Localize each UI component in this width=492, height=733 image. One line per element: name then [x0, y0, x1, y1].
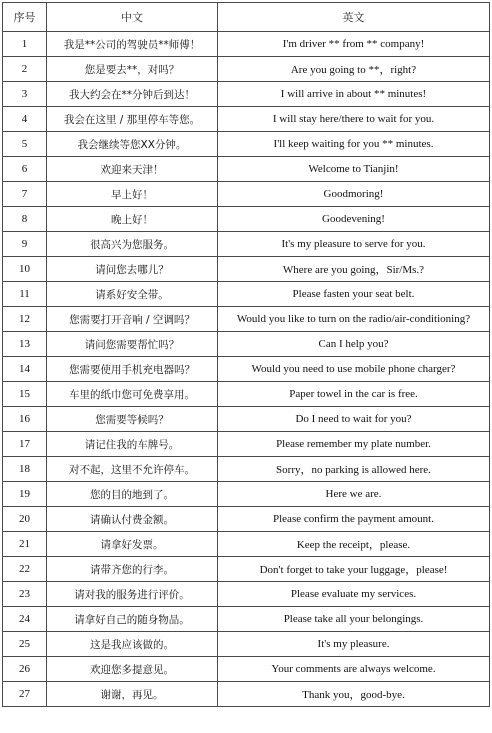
table-row [3, 332, 490, 357]
row-number-cell: 4 [3, 107, 47, 132]
row-number-cell: 8 [3, 207, 47, 232]
table-row [3, 282, 490, 307]
row-number-cell: 23 [3, 582, 47, 607]
table-row [3, 232, 490, 257]
table-row [3, 632, 490, 657]
english-phrase-cell: Thank you，good-bye. [218, 682, 490, 707]
row-number-cell: 13 [3, 332, 47, 357]
english-phrase-cell: Please remember my plate number. [218, 432, 490, 457]
row-number-cell: 14 [3, 357, 47, 382]
row-number-cell: 10 [3, 257, 47, 282]
row-number-cell: 20 [3, 507, 47, 532]
chinese-phrase-cell: 请记住我的车牌号。 [47, 432, 218, 457]
english-phrase-cell: Please evaluate my services. [218, 582, 490, 607]
english-phrase-cell: Goodmoring! [218, 182, 490, 207]
row-number-cell: 15 [3, 382, 47, 407]
header-number: 序号 [3, 3, 47, 32]
english-phrase-cell: I will stay here/there to wait for you. [218, 107, 490, 132]
chinese-phrase-cell: 我会继续等您XX分钟。 [47, 132, 218, 157]
chinese-phrase-cell: 请带齐您的行李。 [47, 557, 218, 582]
row-number-cell: 16 [3, 407, 47, 432]
chinese-phrase-cell: 您需要打开音响 / 空调吗？ [47, 307, 218, 332]
english-phrase-cell: Please fasten your seat belt. [218, 282, 490, 307]
chinese-phrase-cell: 请确认付费金额。 [47, 507, 218, 532]
table-row [3, 32, 490, 57]
table-row [3, 457, 490, 482]
row-number-cell: 6 [3, 157, 47, 182]
chinese-phrase-cell: 欢迎您多提意见。 [47, 657, 218, 682]
english-phrase-cell: Are you going to **，right? [218, 57, 490, 82]
row-number-cell: 11 [3, 282, 47, 307]
table-row [3, 607, 490, 632]
english-phrase-cell: Here we are. [218, 482, 490, 507]
english-phrase-cell: It's my pleasure to serve for you. [218, 232, 490, 257]
english-phrase-cell: Your comments are always welcome. [218, 657, 490, 682]
row-number-cell: 26 [3, 657, 47, 682]
english-phrase-cell: Don't forget to take your luggage，please! [218, 557, 490, 582]
row-number-cell: 1 [3, 32, 47, 57]
chinese-phrase-cell: 您需要使用手机充电器吗？ [47, 357, 218, 382]
english-phrase-cell: Paper towel in the car is free. [218, 382, 490, 407]
row-number-cell: 22 [3, 557, 47, 582]
chinese-phrase-cell: 谢谢，再见。 [47, 682, 218, 707]
table-row [3, 132, 490, 157]
chinese-phrase-cell: 请拿好自己的随身物品。 [47, 607, 218, 632]
table-row [3, 657, 490, 682]
chinese-phrase-cell: 欢迎来天津！ [47, 157, 218, 182]
english-phrase-cell: Would you like to turn on the radio/air-conditioning? [218, 307, 490, 332]
row-number-cell: 21 [3, 532, 47, 557]
row-number-cell: 19 [3, 482, 47, 507]
table-row [3, 157, 490, 182]
chinese-phrase-cell: 早上好！ [47, 182, 218, 207]
chinese-phrase-cell: 这是我应该做的。 [47, 632, 218, 657]
row-number-cell: 3 [3, 82, 47, 107]
header-row [3, 3, 490, 32]
table-row [3, 207, 490, 232]
table-row [3, 82, 490, 107]
chinese-phrase-cell: 您需要等候吗？ [47, 407, 218, 432]
table-row [3, 357, 490, 382]
english-phrase-cell: Do I need to wait for you? [218, 407, 490, 432]
chinese-phrase-cell: 车里的纸巾您可免费享用。 [47, 382, 218, 407]
english-phrase-cell: Where are you going，Sir/Ms.? [218, 257, 490, 282]
row-number-cell: 27 [3, 682, 47, 707]
english-phrase-cell: Please confirm the payment amount. [218, 507, 490, 532]
chinese-phrase-cell: 我是**公司的驾驶员**师傅！ [47, 32, 218, 57]
chinese-phrase-cell: 您是要去**，对吗？ [47, 57, 218, 82]
phrase-table [2, 2, 490, 707]
table-row [3, 432, 490, 457]
chinese-phrase-cell: 很高兴为您服务。 [47, 232, 218, 257]
table-row [3, 257, 490, 282]
english-phrase-cell: Sorry，no parking is allowed here. [218, 457, 490, 482]
chinese-phrase-cell: 请问您去哪儿？ [47, 257, 218, 282]
english-phrase-cell: Keep the receipt，please. [218, 532, 490, 557]
row-number-cell: 2 [3, 57, 47, 82]
table-row [3, 557, 490, 582]
header-chinese: 中文 [47, 3, 218, 32]
chinese-phrase-cell: 请拿好发票。 [47, 532, 218, 557]
english-phrase-cell: I will arrive in about ** minutes! [218, 82, 490, 107]
chinese-phrase-cell: 我会在这里 / 那里停车等您。 [47, 107, 218, 132]
row-number-cell: 5 [3, 132, 47, 157]
row-number-cell: 17 [3, 432, 47, 457]
table-body [3, 32, 490, 707]
chinese-phrase-cell: 我大约会在**分钟后到达！ [47, 82, 218, 107]
table-row [3, 482, 490, 507]
row-number-cell: 25 [3, 632, 47, 657]
table-row [3, 407, 490, 432]
table-row [3, 57, 490, 82]
chinese-phrase-cell: 对不起，这里不允许停车。 [47, 457, 218, 482]
chinese-phrase-cell: 请对我的服务进行评价。 [47, 582, 218, 607]
english-phrase-cell: Welcome to Tianjin! [218, 157, 490, 182]
chinese-phrase-cell: 请问您需要帮忙吗？ [47, 332, 218, 357]
row-number-cell: 7 [3, 182, 47, 207]
table-row [3, 682, 490, 707]
english-phrase-cell: Can I help you? [218, 332, 490, 357]
row-number-cell: 12 [3, 307, 47, 332]
table-row [3, 382, 490, 407]
table-row [3, 532, 490, 557]
table-row [3, 582, 490, 607]
english-phrase-cell: I'll keep waiting for you ** minutes. [218, 132, 490, 157]
english-phrase-cell: Goodevening! [218, 207, 490, 232]
english-phrase-cell: Please take all your belongings. [218, 607, 490, 632]
chinese-phrase-cell: 请系好安全带。 [47, 282, 218, 307]
chinese-phrase-cell: 您的目的地到了。 [47, 482, 218, 507]
english-phrase-cell: It's my pleasure. [218, 632, 490, 657]
chinese-phrase-cell: 晚上好！ [47, 207, 218, 232]
row-number-cell: 9 [3, 232, 47, 257]
english-phrase-cell: I'm driver ** from ** company! [218, 32, 490, 57]
english-phrase-cell: Would you need to use mobile phone charger? [218, 357, 490, 382]
table-row [3, 107, 490, 132]
row-number-cell: 24 [3, 607, 47, 632]
row-number-cell: 18 [3, 457, 47, 482]
table-row [3, 182, 490, 207]
table-row [3, 307, 490, 332]
table-row [3, 507, 490, 532]
header-english: 英文 [218, 3, 490, 32]
